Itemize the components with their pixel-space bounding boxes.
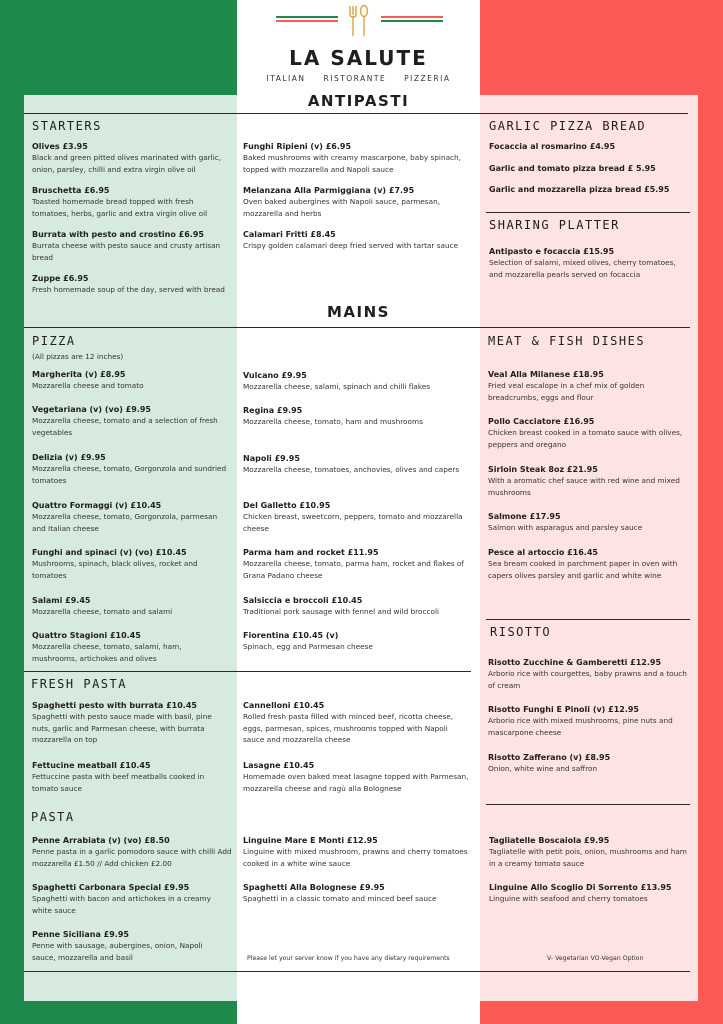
item-name: Burrata with pesto and crostino £6.95 <box>32 230 204 239</box>
item-description: Selection of salami, mixed olives, cherry tomatoes, and mozzarella pearls served on focaccia <box>489 258 676 279</box>
menu-item <box>32 630 227 664</box>
menu-item <box>488 547 688 581</box>
menu-item <box>32 760 227 794</box>
tagline-word: RISTORANTE <box>323 74 387 83</box>
item-name: Spaghetti Carbonara Special £9.95 <box>32 883 190 892</box>
menu-item <box>32 404 227 438</box>
tagline-word: PIZZERIA <box>404 74 451 83</box>
dietary-notice: Please let your server know if you have any dietary requirements <box>247 955 450 962</box>
menu-item <box>489 835 689 869</box>
item-name: Salami £9.45 <box>32 596 91 605</box>
item-name: Linguine Mare E Monti £12.95 <box>243 836 378 845</box>
divider <box>24 671 471 672</box>
item-description: Oven baked aubergines with Napoli sauce, parmesan, mozzarella and herbs <box>243 197 441 218</box>
menu-item <box>32 835 232 869</box>
category-fresh-pasta: FRESH PASTA <box>31 677 127 691</box>
menu-item <box>243 229 468 252</box>
item-description: Arborio rice with mixed mushrooms, pine nuts and mascarpone cheese <box>488 716 673 737</box>
item-name: Calamari Fritti £8.45 <box>243 230 336 239</box>
antipasti-heading: ANTIPASTI <box>307 92 410 110</box>
menu-item <box>243 185 468 219</box>
tagline-word: ITALIAN <box>266 74 306 83</box>
item-description: Tagliatelle with petit pois, onion, mushrooms and ham in a creamy tomato sauce <box>489 847 687 868</box>
item-name: Del Galletto £10.95 <box>243 501 331 510</box>
item-description: Sea bream cooked in parchment paper in oven with capers olives parsley and garlic and white wine <box>488 559 678 580</box>
item-name: Garlic and tomato pizza bread £ 5.95 <box>489 164 656 173</box>
menu-item <box>243 630 471 653</box>
category-risotto: RISOTTO <box>490 625 552 639</box>
item-name: Bruschetta £6.95 <box>32 186 110 195</box>
item-name: Risotto Zucchine & Gamberetti £12.95 <box>488 658 662 667</box>
item-name: Vulcano £9.95 <box>243 371 307 380</box>
item-name: Pollo Cacciatore £16.95 <box>488 417 595 426</box>
item-description: Baked mushrooms with creamy mascarpone, baby spinach, topped with mozzarella and Napoli sauce <box>243 153 461 174</box>
item-description: Mozzarella cheese, tomato, ham and mushrooms <box>243 417 423 426</box>
item-name: Regina £9.95 <box>243 406 303 415</box>
menu-item <box>32 273 227 296</box>
item-description: Linguine with seafood and cherry tomatoes <box>489 894 648 903</box>
item-name: Risotto Funghi E Pinoli (v) £12.95 <box>488 705 639 714</box>
item-name: Zuppe £6.95 <box>32 274 89 283</box>
pizza-size-note: (All pizzas are 12 inches) <box>32 352 124 361</box>
restaurant-logo <box>237 0 480 95</box>
item-description: Penne pasta in a garlic pomodoro sauce with chilli Add mozzarella £1.50 // Add chicken £2.00 <box>32 847 232 868</box>
menu-item <box>489 141 684 152</box>
menu-item <box>488 752 693 775</box>
divider <box>486 619 690 620</box>
menu-item <box>243 760 471 794</box>
item-description: Homemade oven baked meat lasagne topped with Parmesan, mozzarella cheese and ragù alla Bolognese <box>243 772 469 793</box>
item-description: Mozzarella cheese and tomato <box>32 381 144 390</box>
divider <box>486 212 690 213</box>
item-description: Fried veal escalope in a chef mix of golden breadcrumbs, eggs and flour <box>488 381 645 402</box>
item-description: Mozzarella cheese, tomato, salami, ham, mushrooms, artichokes and olives <box>32 642 182 663</box>
divider <box>24 327 690 328</box>
item-name: Fettucine meatball £10.45 <box>32 761 151 770</box>
menu-item <box>488 369 688 403</box>
item-name: Veal Alla Milanese £18.95 <box>488 370 604 379</box>
item-description: Fresh homemade soup of the day, served with bread <box>32 285 225 294</box>
menu-item <box>243 500 471 534</box>
item-name: Focaccia al rosmarino £4.95 <box>489 142 616 151</box>
restaurant-name: LA SALUTE <box>289 46 428 70</box>
menu-item <box>489 246 689 280</box>
category-meat-fish: MEAT & FISH DISHES <box>488 334 646 348</box>
restaurant-tagline <box>237 74 480 83</box>
item-description: Traditional pork sausage with fennel and wild broccoli <box>243 607 440 616</box>
menu-item <box>243 595 471 618</box>
category-starters: STARTERS <box>32 119 102 133</box>
item-description: Rolled fresh pasta filled with minced beef, ricotta cheese, eggs, parmesan, spices, mushrooms topped with Napoli sauce and mozzarella cheese <box>243 712 454 744</box>
item-name: Vegetariana (v) (vo) £9.95 <box>32 405 151 414</box>
item-name: Risotto Zafferano (v) £8.95 <box>488 753 611 762</box>
divider <box>24 971 690 972</box>
item-description: Spinach, egg and Parmesan cheese <box>243 642 373 651</box>
fork-spoon-icon <box>347 4 371 38</box>
item-description: Mozzarella cheese, salami, spinach and chilli flakes <box>243 382 431 391</box>
item-name: Funghi Ripieni (v) £6.95 <box>243 142 352 151</box>
menu-item <box>32 547 227 581</box>
menu-item <box>32 452 227 486</box>
item-name: Tagliatelle Boscaiola £9.95 <box>489 836 610 845</box>
item-description: Mozzarella cheese, tomato and salami <box>32 607 173 616</box>
menu-item <box>32 700 227 746</box>
item-description: Mozzarella cheese, tomato and a selection of fresh vegetables <box>32 416 218 437</box>
menu-item <box>243 547 471 581</box>
menu-item <box>243 405 471 428</box>
menu-item <box>488 511 688 534</box>
item-name: Penne Arrabiata (v) (vo) £8.50 <box>32 836 170 845</box>
mains-heading: MAINS <box>327 303 390 321</box>
item-name: Margherita (v) £8.95 <box>32 370 126 379</box>
item-name: Melanzana Alla Parmiggiana (v) £7.95 <box>243 186 415 195</box>
decorative-stripes-left <box>276 16 338 22</box>
item-description: Chicken breast, sweetcorn, peppers, tomato and mozzarella cheese <box>243 512 463 533</box>
item-description: Mozzarella cheese, tomato, Gorgonzola, parmesan and Italian cheese <box>32 512 218 533</box>
menu-item <box>489 184 684 195</box>
menu-item <box>32 141 227 175</box>
menu-item <box>32 229 227 263</box>
item-name: Parma ham and rocket £11.95 <box>243 548 379 557</box>
category-pasta: PASTA <box>31 810 75 824</box>
item-description: Onion, white wine and saffron <box>488 764 598 773</box>
item-name: Antipasto e focaccia £15.95 <box>489 247 615 256</box>
item-description: Spaghetti with pesto sauce made with basil, pine nuts, garlic and Parmesan cheese, with burrata mozzarella on top <box>32 712 212 744</box>
item-description: Burrata cheese with pesto sauce and crusty artisan bread <box>32 241 221 262</box>
item-name: Olives £3.95 <box>32 142 88 151</box>
item-name: Spaghetti Alla Bolognese £9.95 <box>243 883 385 892</box>
item-name: Pesce al artoccio £16.45 <box>488 548 598 557</box>
item-name: Lasagne £10.45 <box>243 761 315 770</box>
item-name: Salmone £17.95 <box>488 512 561 521</box>
item-name: Spaghetti pesto with burrata £10.45 <box>32 701 197 710</box>
item-name: Garlic and mozzarella pizza bread £5.95 <box>489 185 670 194</box>
item-description: Mushrooms, spinach, black olives, rocket and tomatoes <box>32 559 198 580</box>
item-name: Funghi and spinaci (v) (vo) £10.45 <box>32 548 187 557</box>
menu-item <box>488 704 693 738</box>
item-description: Mozzarella cheese, tomatoes, anchovies, olives and capers <box>243 465 460 474</box>
item-description: Black and green pitted olives marinated with garlic, onion, parsley, chilli and extra virgin olive oil <box>32 153 222 174</box>
item-description: Spaghetti in a classic tomato and minced beef sauce <box>243 894 437 903</box>
category-sharing-platter: SHARING PLATTER <box>489 218 620 232</box>
item-description: Linguine with mixed mushroom, prawns and cherry tomatoes cooked in a white wine sauce <box>243 847 468 868</box>
menu-item <box>243 141 468 175</box>
item-description: Fettuccine pasta with beef meatballs cooked in tomato sauce <box>32 772 205 793</box>
item-name: Fiorentina £10.45 (v) <box>243 631 339 640</box>
item-name: Salsiccia e broccoli £10.45 <box>243 596 363 605</box>
menu-item <box>243 370 471 393</box>
menu-item <box>32 595 227 618</box>
item-name: Penne Siciliana £9.95 <box>32 930 129 939</box>
menu-item <box>488 416 688 450</box>
item-description: Chicken breast cooked in a tomato sauce with olives, peppers and oregano <box>488 428 683 449</box>
category-pizza: PIZZA <box>32 334 76 348</box>
menu-item <box>488 464 688 498</box>
dietary-legend: V- Vegetarian VO-Vegan Option <box>547 955 644 962</box>
item-name: Delizia (v) £9.95 <box>32 453 106 462</box>
menu-item <box>32 882 227 916</box>
menu-item <box>243 700 471 746</box>
item-name: Quattro Formaggi (v) £10.45 <box>32 501 162 510</box>
menu-item <box>32 185 227 219</box>
item-description: Spaghetti with bacon and artichokes in a creamy white sauce <box>32 894 211 915</box>
category-garlic-pizza-bread: GARLIC PIZZA BREAD <box>489 119 647 133</box>
menu-item <box>32 500 227 534</box>
menu-item <box>32 929 227 963</box>
item-name: Cannelloni £10.45 <box>243 701 325 710</box>
menu-item <box>243 835 471 869</box>
menu-item <box>489 882 689 905</box>
menu-item <box>489 163 684 174</box>
item-name: Sirloin Steak 8oz £21.95 <box>488 465 598 474</box>
item-description: Arborio rice with courgettes, baby prawns and a touch of cream <box>488 669 687 690</box>
item-description: Mozzarella cheese, tomato, Gorgonzola and sundried tomatoes <box>32 464 227 485</box>
menu-item <box>32 369 227 392</box>
item-description: Crispy golden calamari deep fried served with tartar sauce <box>243 241 459 250</box>
menu-item <box>243 882 471 905</box>
divider <box>486 804 690 805</box>
menu-item <box>243 453 471 476</box>
item-name: Napoli £9.95 <box>243 454 300 463</box>
item-description: Penne with sausage, aubergines, onion, Napoli sauce, mozzarella and basil <box>32 941 203 962</box>
item-description: Mozzarella cheese, tomato, parma ham, rocket and flakes of Grana Padano cheese <box>243 559 464 580</box>
menu-item <box>488 657 693 691</box>
item-name: Linguine Allo Scoglio Di Sorrento £13.95 <box>489 883 672 892</box>
decorative-stripes-right <box>381 16 443 22</box>
divider <box>24 113 688 114</box>
item-description: Toasted homemade bread topped with fresh tomatoes, herbs, garlic and extra virgin olive oil <box>32 197 208 218</box>
item-name: Quattro Stagioni £10.45 <box>32 631 141 640</box>
item-description: With a aromatic chef sauce with red wine and mixed mushrooms <box>488 476 680 497</box>
item-description: Salmon with asparagus and parsley sauce <box>488 523 643 532</box>
